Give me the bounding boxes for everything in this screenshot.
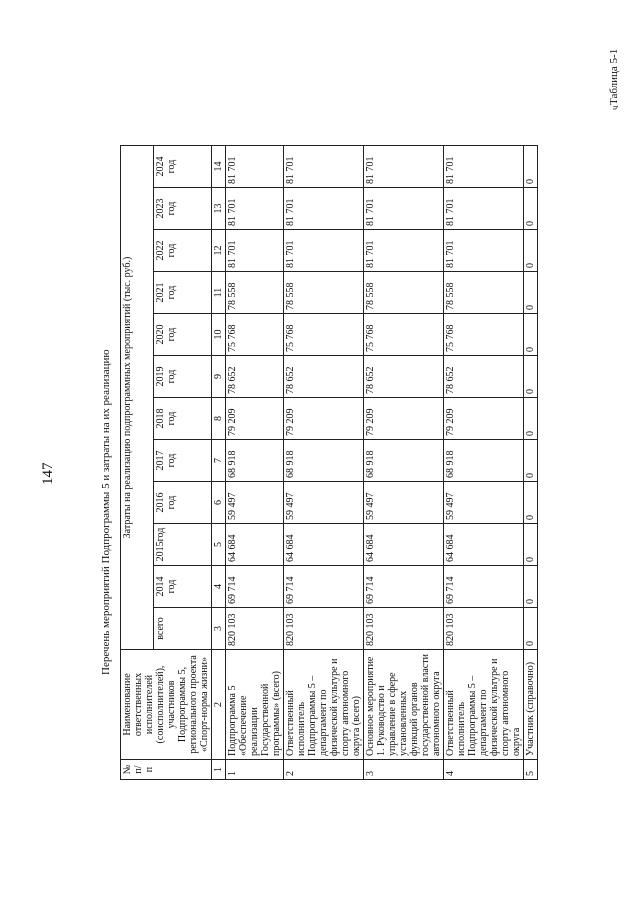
row-number: 1 bbox=[226, 760, 284, 780]
row-value: 0 bbox=[524, 608, 538, 650]
row-value: 78 558 bbox=[364, 272, 444, 314]
row-value: 69 714 bbox=[226, 566, 284, 608]
page-number: 147 bbox=[40, 462, 56, 485]
row-name: Ответственный исполнитель Подпрограммы 5 – департамент по физической культуре и спорту автономного округа bbox=[444, 650, 524, 760]
col-number: 12 bbox=[212, 230, 226, 272]
row-value: 64 684 bbox=[364, 524, 444, 566]
header-year: 2016 год bbox=[153, 482, 211, 524]
row-number: 5 bbox=[524, 760, 538, 780]
table-row bbox=[364, 146, 444, 780]
row-value: 81 701 bbox=[364, 146, 444, 188]
header-year: 2022 год bbox=[153, 230, 211, 272]
col-number: 2 bbox=[212, 650, 226, 760]
corner-mark: ч bbox=[610, 105, 620, 110]
row-value: 78 558 bbox=[284, 272, 364, 314]
row-value: 64 684 bbox=[226, 524, 284, 566]
col-number: 11 bbox=[212, 272, 226, 314]
row-value: 68 918 bbox=[364, 440, 444, 482]
row-value: 81 701 bbox=[226, 188, 284, 230]
header-year: 2014 год bbox=[153, 566, 211, 608]
row-value: 69 714 bbox=[444, 566, 524, 608]
row-value: 81 701 bbox=[444, 230, 524, 272]
row-value: 81 701 bbox=[444, 188, 524, 230]
row-value: 79 209 bbox=[284, 398, 364, 440]
measures-table bbox=[120, 145, 538, 780]
row-value: 820 103 bbox=[444, 608, 524, 650]
table-row bbox=[524, 146, 538, 780]
row-value: 68 918 bbox=[226, 440, 284, 482]
col-number: 6 bbox=[212, 482, 226, 524]
header-year: 2024 год bbox=[153, 146, 211, 188]
header-year: 2015год bbox=[153, 524, 211, 566]
row-value: 68 918 bbox=[444, 440, 524, 482]
header-year: 2017 год bbox=[153, 440, 211, 482]
row-value: 78 652 bbox=[284, 356, 364, 398]
row-value: 69 714 bbox=[364, 566, 444, 608]
col-number: 13 bbox=[212, 188, 226, 230]
row-number: 2 bbox=[284, 760, 364, 780]
row-value: 59 497 bbox=[284, 482, 364, 524]
row-value: 75 768 bbox=[226, 314, 284, 356]
row-value: 81 701 bbox=[444, 146, 524, 188]
row-value: 0 bbox=[524, 440, 538, 482]
col-number: 4 bbox=[212, 566, 226, 608]
col-number: 10 bbox=[212, 314, 226, 356]
table-caption: Перечень мероприятий Подпрограммы 5 и затраты на их реализацию bbox=[100, 349, 112, 675]
row-value: 81 701 bbox=[284, 230, 364, 272]
row-value: 78 652 bbox=[444, 356, 524, 398]
col-number: 9 bbox=[212, 356, 226, 398]
header-year: 2018 год bbox=[153, 398, 211, 440]
row-value: 820 103 bbox=[226, 608, 284, 650]
row-value: 0 bbox=[524, 482, 538, 524]
row-value: 81 701 bbox=[284, 188, 364, 230]
row-value: 59 497 bbox=[444, 482, 524, 524]
header-total: всего bbox=[153, 608, 211, 650]
table-row bbox=[226, 146, 284, 780]
row-name: Участник (справочно) bbox=[524, 650, 538, 760]
row-name: Подпрограмма 5 «Обеспечение реализации Государственной программы» (всего) bbox=[226, 650, 284, 760]
col-number: 14 bbox=[212, 146, 226, 188]
row-value: 81 701 bbox=[364, 188, 444, 230]
header-year: 2021 год bbox=[153, 272, 211, 314]
header-year: 2019 год bbox=[153, 356, 211, 398]
col-number: 3 bbox=[212, 608, 226, 650]
header-costs-group: Затраты на реализацию подпрограммных мероприятий (тыс. руб.) bbox=[121, 146, 154, 650]
row-value: 78 558 bbox=[444, 272, 524, 314]
row-value: 0 bbox=[524, 566, 538, 608]
header-year: 2020 год bbox=[153, 314, 211, 356]
row-value: 75 768 bbox=[364, 314, 444, 356]
row-value: 0 bbox=[524, 188, 538, 230]
row-value: 75 768 bbox=[444, 314, 524, 356]
row-value: 78 652 bbox=[364, 356, 444, 398]
row-value: 820 103 bbox=[284, 608, 364, 650]
table-reference: Таблица 5-1 bbox=[608, 48, 620, 105]
header-year: 2023 год bbox=[153, 188, 211, 230]
header-num: № п/п bbox=[121, 760, 212, 780]
table-container bbox=[120, 145, 538, 780]
row-value: 79 209 bbox=[364, 398, 444, 440]
row-number: 4 bbox=[444, 760, 524, 780]
table-row bbox=[284, 146, 364, 780]
row-value: 81 701 bbox=[364, 230, 444, 272]
row-value: 820 103 bbox=[364, 608, 444, 650]
row-value: 68 918 bbox=[284, 440, 364, 482]
row-value: 81 701 bbox=[226, 230, 284, 272]
row-value: 69 714 bbox=[284, 566, 364, 608]
row-value: 59 497 bbox=[226, 482, 284, 524]
row-value: 0 bbox=[524, 398, 538, 440]
row-value: 81 701 bbox=[284, 146, 364, 188]
col-number: 5 bbox=[212, 524, 226, 566]
row-value: 79 209 bbox=[444, 398, 524, 440]
col-number: 7 bbox=[212, 440, 226, 482]
row-value: 0 bbox=[524, 146, 538, 188]
row-value: 0 bbox=[524, 524, 538, 566]
col-number: 1 bbox=[212, 760, 226, 780]
row-value: 81 701 bbox=[226, 146, 284, 188]
row-name: Основное мероприятие 1. Руководство и управление в сфере установленных функций органов государственной власти автономного округа bbox=[364, 650, 444, 760]
row-value: 0 bbox=[524, 314, 538, 356]
header-name: Наименование ответственных исполнителей (соисполнителей), участников Подпрограммы 5, регионального проекта «Спорт-норма жизни» bbox=[121, 650, 212, 760]
row-value: 0 bbox=[524, 230, 538, 272]
row-value: 79 209 bbox=[226, 398, 284, 440]
row-value: 0 bbox=[524, 272, 538, 314]
row-number: 3 bbox=[364, 760, 444, 780]
row-value: 64 684 bbox=[284, 524, 364, 566]
row-value: 59 497 bbox=[364, 482, 444, 524]
row-value: 78 558 bbox=[226, 272, 284, 314]
row-name: Ответственный исполнитель Подпрограммы 5 – департамент по физической культуре и спорту автономного округа (всего) bbox=[284, 650, 364, 760]
col-number: 8 bbox=[212, 398, 226, 440]
row-value: 75 768 bbox=[284, 314, 364, 356]
row-value: 0 bbox=[524, 356, 538, 398]
row-value: 78 652 bbox=[226, 356, 284, 398]
row-value: 64 684 bbox=[444, 524, 524, 566]
table-row bbox=[444, 146, 524, 780]
